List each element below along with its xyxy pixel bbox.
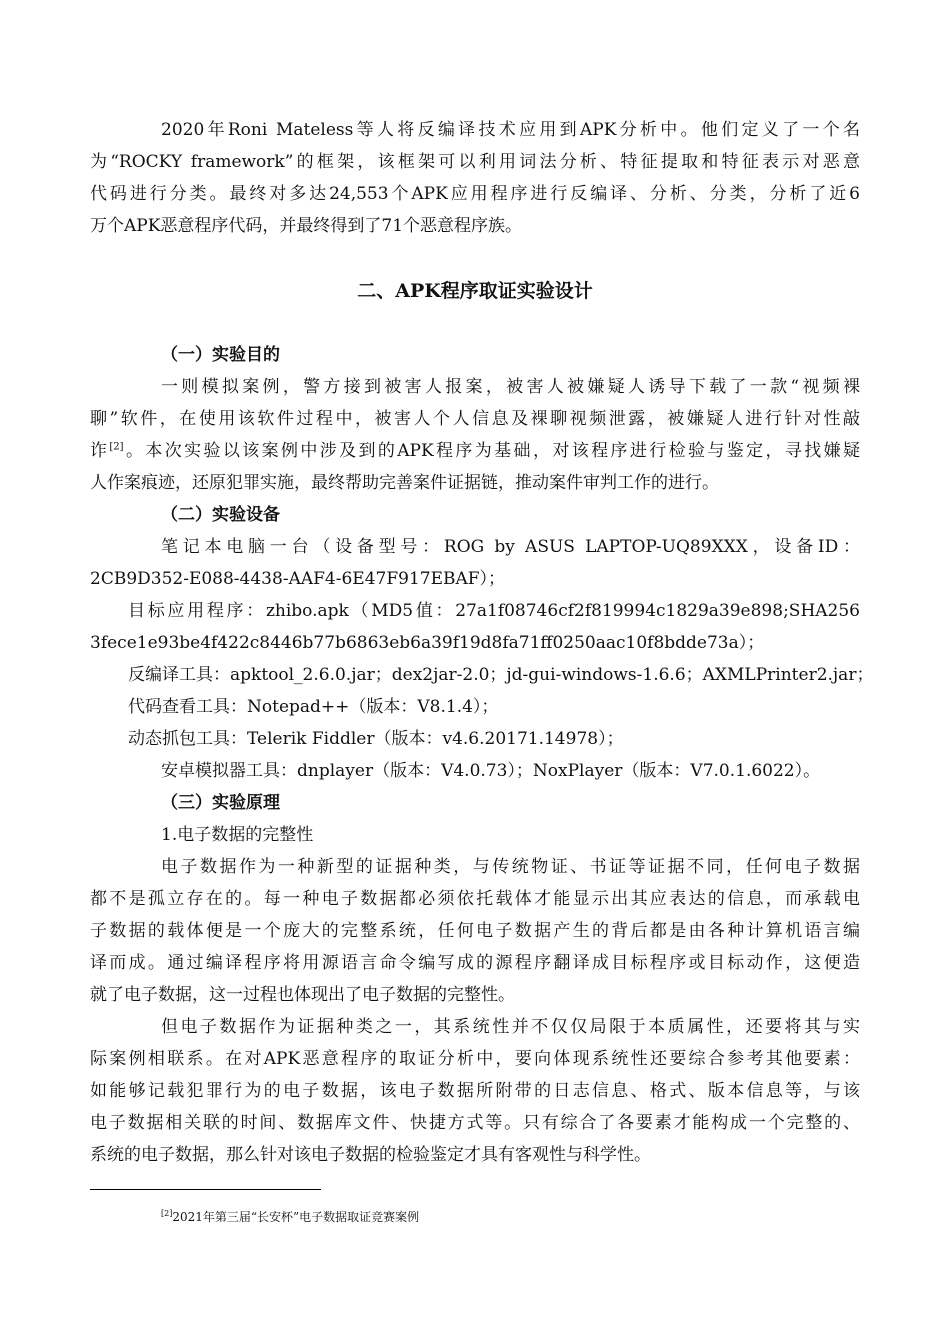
principle-subheading: 1.电子数据的完整性 — [161, 825, 314, 845]
purpose-line-3-start: 诈 — [90, 441, 110, 461]
equipment-line-7: 动态抓包工具：Telerik Fiddler（版本：v4.6.20171.14978）； — [128, 729, 624, 749]
purpose-line-3-rest: 。本次实验以该案例中涉及到的APK程序为基础，对该程序进行检验与鉴定，寻找嫌疑 — [123, 441, 860, 461]
principle-p1-line-2: 都不是孤立存在的。每一种电子数据都必须依托载体才能显示出其应表达的信息，而承载电 — [90, 889, 860, 909]
equipment-line-1: 笔记本电脑一台（设备型号：ROG by ASUS LAPTOP-UQ89XXX，设备ID： — [161, 537, 860, 557]
intro-line-1: 2020年Roni Mateless等人将反编译技术应用到APK分析中。他们定义了一个名 — [161, 120, 860, 140]
purpose-line-1: 一则模拟案例，警方接到被害人报案，被害人被嫌疑人诱导下载了一款“视频裸 — [161, 377, 860, 397]
footnote-separator — [90, 1189, 321, 1190]
equipment-line-2: 2CB9D352-E088-4438-AAF4-6E47F917EBAF）； — [90, 569, 506, 589]
principle-p1-line-5: 就了电子数据，这一过程也体现出了电子数据的完整性。 — [90, 985, 515, 1005]
purpose-line-2: 聊”软件，在使用该软件过程中，被害人个人信息及裸聊视频泄露，被嫌疑人进行针对性敲 — [90, 409, 860, 429]
intro-line-2: 为“ROCKY framework”的框架，该框架可以利用词法分析、特征提取和特征表示对恶意 — [90, 152, 860, 172]
principle-p2-line-5: 系统的电子数据，那么针对该电子数据的检验鉴定才具有客观性与科学性。 — [90, 1145, 651, 1165]
equipment-line-8: 安卓模拟器工具：dnplayer（版本：V4.0.73）；NoxPlayer（版本：V7.0.1.6022）。 — [161, 761, 821, 781]
intro-line-3: 代码进行分类。最终对多达24,553个APK应用程序进行反编译、分析、分类，分析了近6 — [90, 184, 860, 204]
principle-heading: （三）实验原理 — [161, 793, 280, 813]
principle-p2-line-1: 但电子数据作为证据种类之一，其系统性并不仅仅局限于本质属性，还要将其与实 — [161, 1017, 860, 1037]
principle-p1-line-3: 子数据的载体便是一个庞大的完整系统，任何电子数据产生的背后都是由各种计算机语言编 — [90, 921, 860, 941]
purpose-line-3 — [90, 435, 860, 467]
equipment-line-6: 代码查看工具：Notepad++（版本：V8.1.4）； — [128, 697, 499, 717]
equipment-line-4: 3fece1e93be4f422c8446b77b6863eb6a39f19d8fa71ff0250aac10f8bdde73a）； — [90, 633, 765, 653]
section-heading: 二、APK程序取证实验设计 — [357, 280, 593, 302]
principle-p2-line-3: 如能够记载犯罪行为的电子数据，该电子数据所附带的日志信息、格式、版本信息等，与该 — [90, 1081, 860, 1101]
principle-p2-line-2: 际案例相联系。在对APK恶意程序的取证分析中，要向体现系统性还要综合参考其他要素： — [90, 1049, 860, 1069]
principle-p1-line-1: 电子数据作为一种新型的证据种类，与传统物证、书证等证据不同，任何电子数据 — [161, 857, 860, 877]
equipment-line-3: 目标应用程序：zhibo.apk（MD5值：27a1f08746cf2f819994c1829a39e898;SHA256 — [128, 601, 860, 621]
principle-p2-line-4: 电子数据相关联的时间、数据库文件、快捷方式等。只有综合了各要素才能构成一个完整的、 — [90, 1113, 860, 1133]
footnote — [161, 1208, 419, 1226]
purpose-line-4: 人作案痕迹，还原犯罪实施，最终帮助完善案件证据链，推动案件审判工作的进行。 — [90, 473, 719, 493]
principle-p1-line-4: 译而成。通过编译程序将用源语言命令编写成的源程序翻译成目标程序或目标动作，这便造 — [90, 953, 860, 973]
footnote-mark: [2] — [161, 1209, 173, 1218]
equipment-heading: （二）实验设备 — [161, 505, 280, 525]
citation-ref-2: [2] — [109, 441, 124, 453]
equipment-line-5: 反编译工具：apktool_2.6.0.jar；dex2jar-2.0；jd-gui-windows-1.6.6；AXMLPrinter2.jar； — [128, 665, 874, 685]
footnote-text: 2021年第三届“长安杯”电子数据取证竞赛案例 — [172, 1210, 420, 1224]
purpose-heading: （一）实验目的 — [161, 345, 280, 365]
intro-line-4: 万个APK恶意程序代码，并最终得到了71个恶意程序族。 — [90, 216, 523, 236]
